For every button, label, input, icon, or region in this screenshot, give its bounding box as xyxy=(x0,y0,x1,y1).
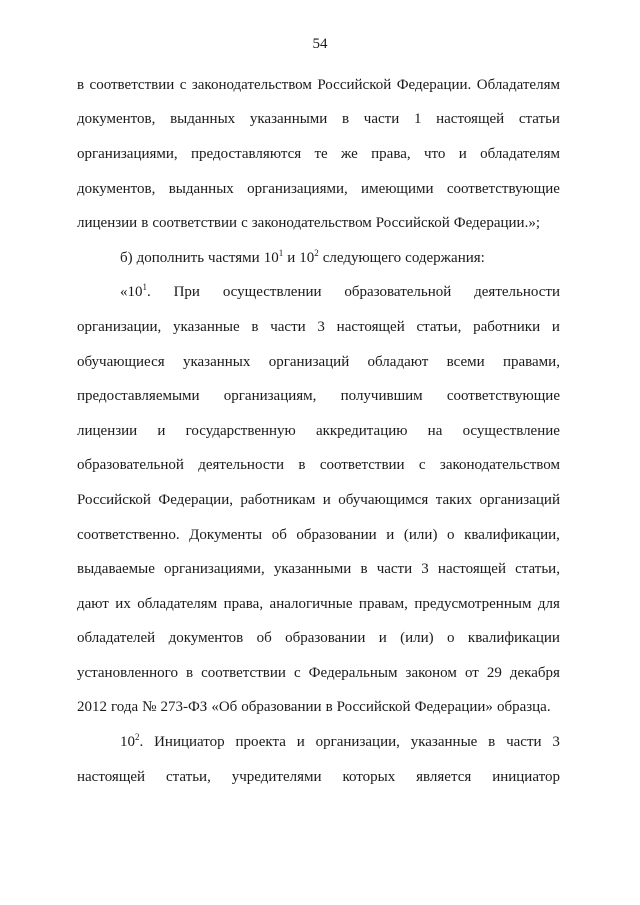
word: $10^2$ xyxy=(299,247,319,266)
word: 3 xyxy=(317,318,325,335)
word: в xyxy=(325,699,333,716)
word: и xyxy=(386,526,395,543)
word: (или) xyxy=(403,526,438,543)
word: те xyxy=(314,145,328,162)
word: $10^1$ xyxy=(263,247,284,266)
word: организациями, xyxy=(247,180,348,197)
word: о xyxy=(447,526,455,543)
word: содержания: xyxy=(405,249,485,266)
word: указанные xyxy=(410,734,478,751)
word: предоставляются xyxy=(191,145,302,162)
word: соответствии xyxy=(319,457,405,474)
word: года xyxy=(111,699,139,716)
word: правами, xyxy=(502,353,560,370)
word: части xyxy=(270,318,306,335)
word: с xyxy=(293,664,301,681)
word: осуществление xyxy=(462,422,560,439)
word: Федерации, xyxy=(158,491,233,508)
word: что xyxy=(423,145,446,162)
word: с xyxy=(179,76,187,93)
word: в xyxy=(186,664,194,681)
word: указанные xyxy=(173,318,240,335)
word: 3 xyxy=(552,734,560,751)
word: обучающиеся xyxy=(77,353,165,370)
word: всеми xyxy=(446,353,485,370)
word: правам, xyxy=(358,595,408,612)
word: обладают xyxy=(367,353,429,370)
word: «Об xyxy=(211,699,238,716)
word: проекта xyxy=(235,734,286,751)
word: получившим xyxy=(340,388,423,405)
word: в xyxy=(488,734,496,751)
word: документов, xyxy=(77,180,156,197)
text-line xyxy=(77,241,560,276)
word: Федерации.»; xyxy=(453,215,540,232)
text-line xyxy=(77,137,560,172)
word: аналогичные xyxy=(269,595,353,612)
text-line xyxy=(77,587,560,622)
word: соответствии xyxy=(89,76,175,93)
word: инициатор xyxy=(492,768,560,785)
text-line xyxy=(77,622,560,657)
word: учредителями xyxy=(231,768,322,785)
word: б) xyxy=(120,249,133,266)
text-line xyxy=(77,760,560,795)
word: обладателям xyxy=(480,145,560,162)
word: с xyxy=(241,215,248,232)
word: 2012 xyxy=(77,699,107,716)
text-line xyxy=(77,483,560,518)
word: в xyxy=(251,318,259,335)
word: и xyxy=(551,318,560,335)
text-line xyxy=(77,276,560,311)
word: части xyxy=(506,734,542,751)
word: 1 xyxy=(413,111,422,128)
word: работникам xyxy=(240,491,316,508)
word: образовательной xyxy=(344,284,452,301)
word: Российской xyxy=(375,215,450,232)
word: законодательством xyxy=(251,215,372,232)
word: государственную xyxy=(185,422,296,439)
word: для xyxy=(537,595,560,612)
word: и xyxy=(378,630,387,647)
word: выданных xyxy=(170,111,236,128)
word: организаций xyxy=(268,353,350,370)
word: с xyxy=(418,457,426,474)
text-line xyxy=(77,518,560,553)
word: организациями, xyxy=(164,561,265,578)
text-line xyxy=(77,656,560,691)
word: настоящей xyxy=(436,111,505,128)
word: и xyxy=(287,249,296,266)
word: которых xyxy=(342,768,396,785)
word: указанных xyxy=(182,353,251,370)
word: Российской xyxy=(336,699,411,716)
word: статьи, xyxy=(515,561,560,578)
word: аккредитацию xyxy=(315,422,408,439)
text-line xyxy=(77,345,560,380)
word: 29 xyxy=(486,664,502,681)
word: соответственно. xyxy=(77,526,180,543)
word: Обладателям xyxy=(476,76,560,93)
word: 3 xyxy=(421,561,429,578)
word: организациями, xyxy=(77,145,178,162)
text-line xyxy=(77,103,560,138)
word: в xyxy=(77,76,85,93)
word: имеющими xyxy=(361,180,434,197)
text-line xyxy=(77,449,560,484)
word: организаций xyxy=(479,491,560,508)
word: Российской xyxy=(317,76,392,93)
word: настоящей xyxy=(336,318,405,335)
word: работники xyxy=(473,318,541,335)
word: осуществлении xyxy=(222,284,322,301)
word: является xyxy=(416,768,472,785)
word: деятельности xyxy=(198,457,285,474)
word: в xyxy=(298,457,306,474)
word: обучающимся xyxy=(338,491,429,508)
word: законодательством xyxy=(439,457,560,474)
word: же xyxy=(341,145,358,162)
word: установленного xyxy=(77,664,178,681)
text-line xyxy=(77,68,560,103)
word: Инициатор xyxy=(154,734,225,751)
word: части xyxy=(376,561,413,578)
word: и xyxy=(458,145,467,162)
word: 273-ФЗ xyxy=(160,699,208,716)
word: и xyxy=(157,422,166,439)
text-line xyxy=(77,414,560,449)
word: образовании xyxy=(285,630,366,647)
word: «$10^1$. xyxy=(120,282,151,301)
word: предусмотренным xyxy=(414,595,532,612)
word: настоящей xyxy=(77,768,146,785)
word: дают xyxy=(77,595,109,612)
word: При xyxy=(173,284,200,301)
word: организации, xyxy=(77,318,162,335)
text-line xyxy=(77,206,560,241)
word: Федеральным xyxy=(308,664,398,681)
word: следующего xyxy=(322,249,402,266)
text-line xyxy=(77,172,560,207)
word: образовании xyxy=(296,526,377,543)
word: организации, xyxy=(315,734,400,751)
word: выдаваемые xyxy=(77,561,155,578)
word: статьи xyxy=(518,111,560,128)
word: квалификации xyxy=(467,630,560,647)
word: в xyxy=(360,561,368,578)
word: законом xyxy=(405,664,457,681)
word: организациям, xyxy=(223,388,317,405)
word: образца. xyxy=(496,699,551,716)
word: от xyxy=(464,664,479,681)
word: (или) xyxy=(400,630,434,647)
word: квалификации, xyxy=(464,526,560,543)
word: соответствующие xyxy=(446,388,560,405)
word: Документы xyxy=(189,526,263,543)
word: соответствии xyxy=(201,664,286,681)
word: об xyxy=(271,526,287,543)
word: лицензии xyxy=(77,422,138,439)
word: на xyxy=(427,422,443,439)
word: законодательством xyxy=(191,76,312,93)
word: обладателям xyxy=(137,595,218,612)
word: указанными xyxy=(249,111,328,128)
word: лицензии xyxy=(77,215,138,232)
word: выданных xyxy=(168,180,234,197)
word: статьи, xyxy=(416,318,462,335)
word: образовательной xyxy=(77,457,184,474)
word: частями xyxy=(208,249,260,266)
word: о xyxy=(447,630,455,647)
word: Федерации» xyxy=(414,699,493,716)
text-line xyxy=(77,725,560,760)
word: декабря xyxy=(509,664,560,681)
word: документов xyxy=(168,630,244,647)
word: права, xyxy=(371,145,411,162)
text-line xyxy=(77,310,560,345)
text-line xyxy=(77,691,560,726)
page-number: 54 xyxy=(312,36,328,52)
word: соответствующие xyxy=(446,180,560,197)
document-body xyxy=(77,68,560,794)
word: в xyxy=(141,215,149,232)
word: документов, xyxy=(77,111,156,128)
word: и xyxy=(322,491,331,508)
word: права, xyxy=(223,595,264,612)
word: их xyxy=(115,595,131,612)
word: и xyxy=(296,734,305,751)
word: обладателей xyxy=(77,630,156,647)
text-line xyxy=(77,552,560,587)
word: части xyxy=(363,111,400,128)
word: таких xyxy=(435,491,472,508)
word: $10^2$. xyxy=(120,732,144,751)
word: № xyxy=(142,699,157,716)
word: в xyxy=(342,111,350,128)
word: предоставляемыми xyxy=(77,388,200,405)
word: дополнить xyxy=(136,249,205,266)
word: указанными xyxy=(273,561,352,578)
word: деятельности xyxy=(474,284,560,301)
word: соответствии xyxy=(152,215,238,232)
text-line xyxy=(77,379,560,414)
word: об xyxy=(256,630,272,647)
word: Российской xyxy=(77,491,151,508)
word: Федерации. xyxy=(396,76,472,93)
word: настоящей xyxy=(437,561,506,578)
word: образовании xyxy=(241,699,322,716)
word: статьи, xyxy=(165,768,211,785)
